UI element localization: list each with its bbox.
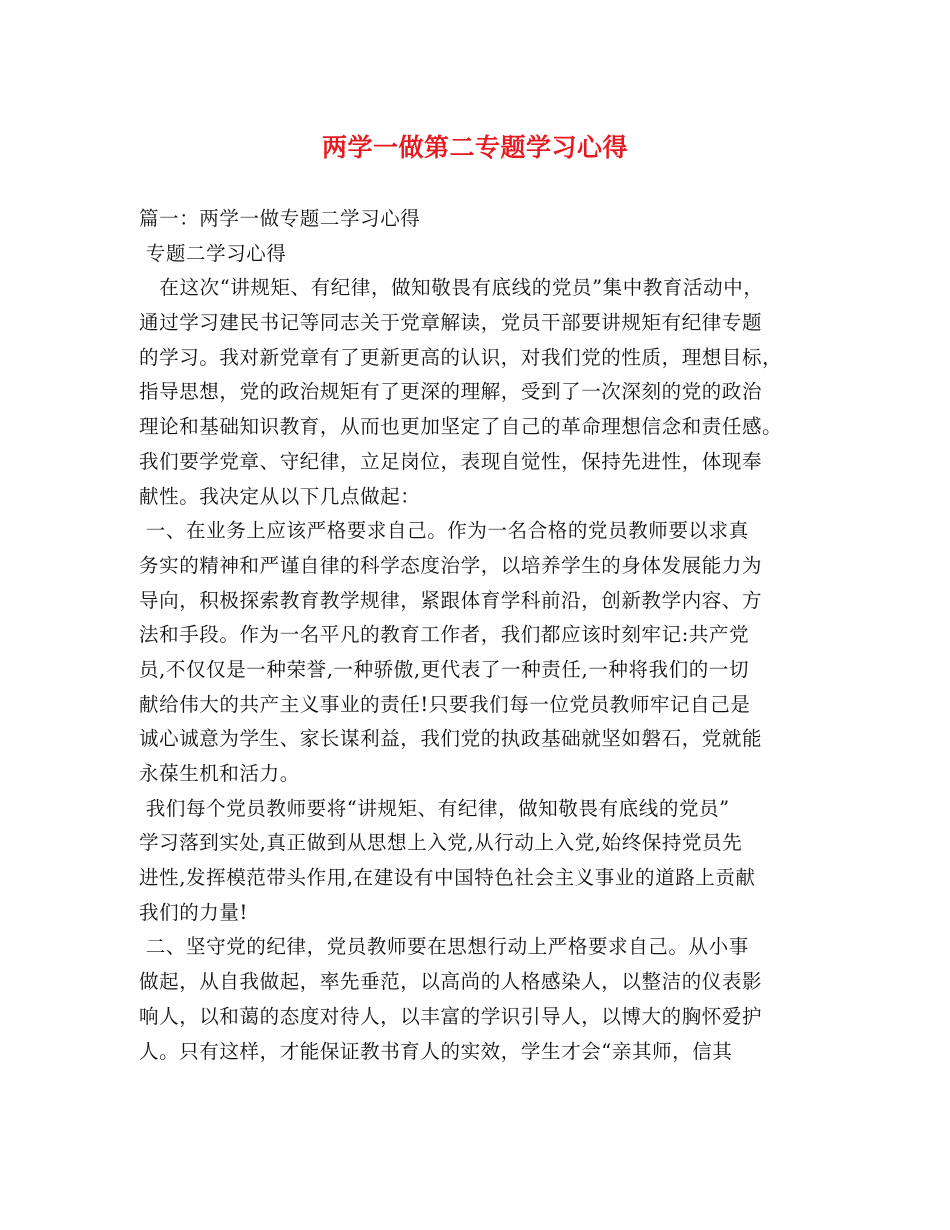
body-line: 一、在业务上应该严格要求自己。作为一名合格的党员教师要以求真 [139,519,749,543]
document-title: 两学一做第二专题学习心得 [321,133,628,162]
body-line: 的学习。我对新党章有了更新更高的认识，对我们党的性质，理想目标， [139,345,783,369]
body-line: 指导思想，党的政治规矩有了更深的理解，受到了一次深刻的党的政治 [139,380,763,404]
body-line: 永葆生机和活力。 [139,762,300,785]
body-line: 通过学习建民书记等同志关于党章解读，党员干部要讲规矩有纪律专题 [139,311,763,335]
body-line: 务实的精神和严谨自律的科学态度治学，以培养学生的身体发展能力为 [139,553,763,577]
body-line: 我们要学党章、守纪律，立足岗位，表现自觉性，保持先进性，体现奉 [139,449,763,473]
body-line: 员,不仅仅是一种荣誉,一种骄傲,更代表了一种责任,一种将我们的一切 [139,657,750,681]
body-line: 献性。我决定从以下几点做起： [139,484,421,508]
body-line: 献给伟大的共产主义事业的责任!只要我们每一位党员教师牢记自己是 [139,692,751,716]
body-line: 篇一：两学一做专题二学习心得 [139,207,421,230]
document-body [139,202,839,1069]
body-line: 做起，从自我做起，率先垂范，以高尚的人格感染人，以整洁的仪表影 [139,970,763,994]
body-line: 我们的力量! [139,900,248,924]
body-line: 专题二学习心得 [139,241,287,265]
body-line: 进性,发挥模范带头作用,在建设有中国特色社会主义事业的道路上贡献 [139,866,756,890]
body-line: 二、坚守党的纪律，党员教师要在思想行动上严格要求自己。从小事 [139,935,749,959]
body-line: 导向，积极探索教育教学规律，紧跟体育学科前沿，创新教学内容、方 [139,588,763,612]
body-line: 响人，以和蔼的态度对待人，以丰富的学识引导人，以博大的胸怀爱护 [139,1004,763,1028]
body-line: 理论和基础知识教育，从而也更加坚定了自己的革命理想信念和责任感。 [139,415,783,439]
body-line: 诚心诚意为学生、家长谋利益，我们党的执政基础就坚如磐石，党就能 [139,727,763,751]
body-line: 我们每个党员教师要将“讲规矩、有纪律，做知敬畏有底线的党员” [139,796,730,820]
body-line: 人。只有这样，才能保证教书育人的实效，学生才会“亲其师，信其 [139,1039,733,1063]
body-line: 在这次“讲规矩、有纪律，做知敬畏有底线的党员”集中教育活动中， [139,276,764,300]
body-line: 法和手段。作为一名平凡的教育工作者，我们都应该时刻牢记:共产党 [139,623,750,647]
body-line: 学习落到实处,真正做到从思想上入党,从行动上入党,始终保持党员先 [139,831,743,855]
